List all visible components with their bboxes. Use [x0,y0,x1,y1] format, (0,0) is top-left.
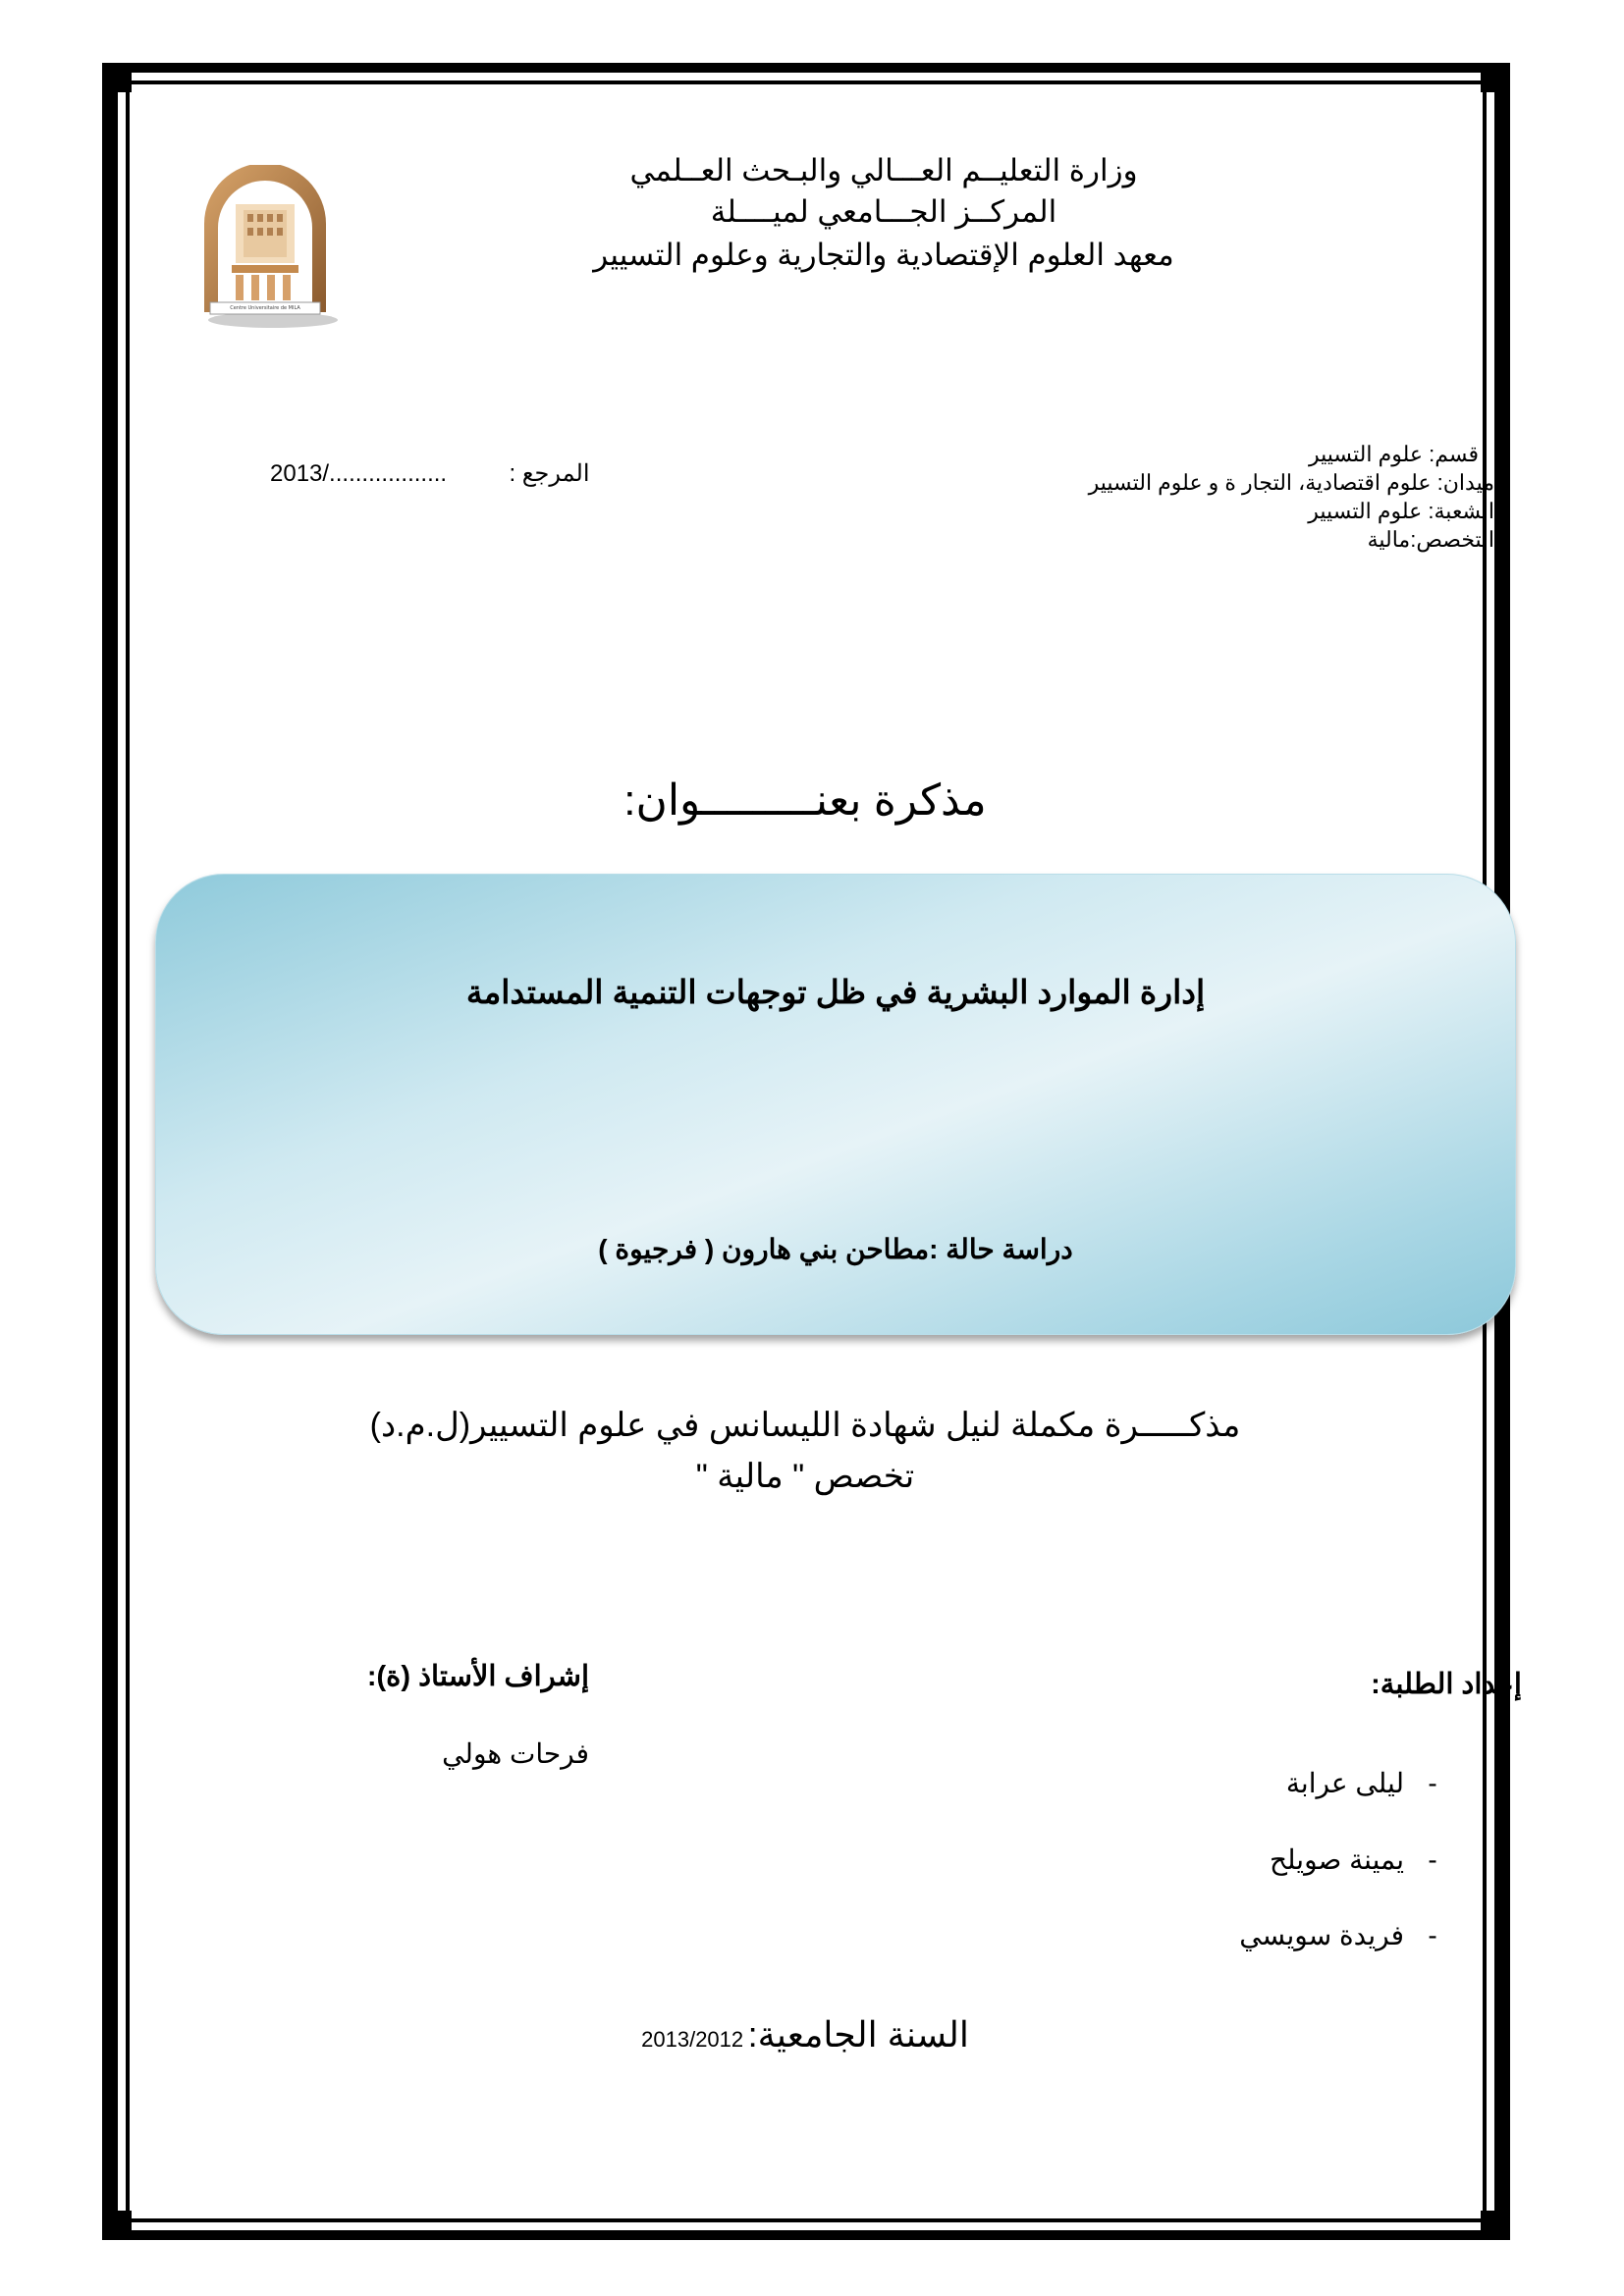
header-institute: معهد العلوم الإقتصادية والتجارية وعلوم التسيير [593,238,1174,272]
student-name: فريدة سويسي [1239,1920,1404,1950]
student-item [1080,1843,1461,1876]
frame-corner [1481,2211,1510,2240]
student-name: ليلى عرابة [1285,1768,1404,1798]
academic-year [550,2014,1060,2056]
thesis-title: إدارة الموارد البشرية في ظل توجهات التنمية المستدامة [465,974,1206,1010]
specialty-line: التخصص:مالية [1367,527,1494,552]
department-info [933,440,1494,554]
supervisor-name: فرحات هولي [442,1738,589,1769]
supervisor-label: إشراف الأستاذ (ة): [366,1661,589,1692]
frame-corner [1481,63,1510,92]
list-dash: - [1428,1768,1437,1798]
students-label: إعداد الطلبة: [1371,1669,1522,1700]
reference [270,459,589,488]
memo-title-label: مذكرة بعنـــــــــوان: [623,776,987,825]
case-study: دراسة حالة :مطاحن بني هارون ( فرجيوة ) [598,1234,1073,1264]
branch-line: الشعبة: علوم التسيير [1308,499,1494,523]
header-ministry: وزارة التعليــم العـــالي والبـحث العــلمي [629,153,1138,187]
student-name: يمينة صويلح [1269,1844,1404,1875]
academic-year-label: السنة الجامعية: [747,2014,969,2055]
frame-corner [102,63,132,92]
student-item [1080,1919,1461,1951]
reference-label: المرجع : [509,460,590,487]
logo-caption: Centre Universitaire de MILA [230,305,300,311]
title-banner [155,874,1516,1335]
header-center: المركــز الجـــامعي لميــــلة [710,194,1057,229]
specialty-line-2: تخصص " مالية " [695,1458,915,1495]
academic-year-value: 2013/2012 [641,2027,744,2052]
list-dash: - [1428,1920,1437,1950]
reference-value: 2013/.................. [270,460,448,487]
student-item [1080,1767,1461,1799]
frame-corner [102,2211,132,2240]
department-line: قسم: علوم التسيير [1308,442,1479,466]
university-logo [196,165,334,322]
degree-line: مذكـــــرة مكملة لنيل شهادة الليسانس في علوم التسيير(ل.م.د) [369,1407,1241,1444]
list-dash: - [1428,1844,1437,1875]
field-line: ميدان: علوم اقتصادية، التجار ة و علوم التسيير [1088,470,1494,495]
